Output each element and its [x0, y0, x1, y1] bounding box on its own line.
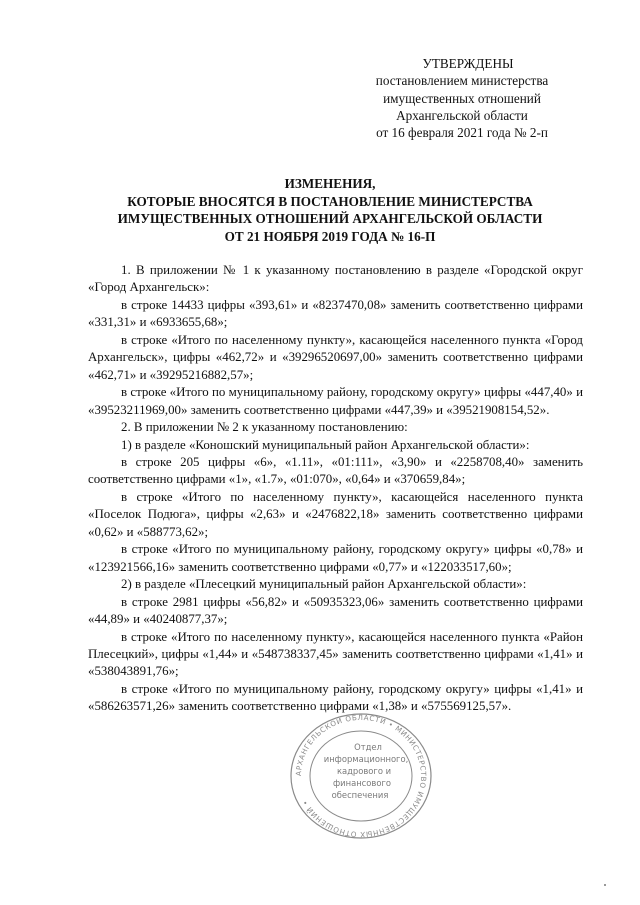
stamp-text: финансового	[333, 778, 391, 788]
paragraph: в строке «Итого по населенному пункту», касающейся населенного пункта «Поселок Подюга», цифры «2,63» и «2476822,18» заменить соответственно цифрами «0,62» и «588773,62»;	[88, 489, 583, 539]
document-title	[60, 175, 600, 245]
stamp-outer-ring	[291, 714, 431, 838]
approval-line: от 16 февраля 2021 года № 2-п	[376, 125, 548, 141]
approval-line: Архангельской области	[396, 107, 528, 123]
paragraph: в строке 14433 цифры «393,61» и «8237470,08» заменить соответственно цифрами «331,31» и «6933655,68»;	[88, 297, 583, 330]
paragraph: в строке 2981 цифры «56,82» и «50935323,06» заменить соответственно цифрами «44,89» и «40240877,37»;	[88, 594, 583, 627]
paragraph: в строке «Итого по муниципальному району, городскому округу» цифры «0,78» и «123921566,16» заменить соответственно цифрами «0,77» и «122033517,60»;	[88, 542, 583, 574]
office-stamp	[286, 712, 436, 840]
title-line: ОТ 21 НОЯБРЯ 2019 ГОДА № 16-П	[224, 228, 436, 244]
paragraph: в строке «Итого по населенному пункту», касающейся населенного пункта «Город Архангельск», цифры «462,72» и «39296520697,00» заменить соответственно цифрами «462,71» и «39295216882,57»;	[88, 332, 583, 382]
stamp-text: информационного,	[323, 754, 409, 764]
approval-heading: УТВЕРЖДЕНЫ	[422, 56, 514, 71]
speck	[604, 884, 606, 886]
stamp-text: обеспечения	[331, 790, 389, 800]
paragraph: в строке 205 цифры «6», «1.11», «01:111», «3,90» и «2258708,40» заменить соответственно цифрами «1», «1.7», «01:070», «0,64» и «370659,84»;	[88, 454, 583, 487]
stamp-text: Отдел	[354, 742, 382, 752]
title-line: ИЗМЕНЕНИЯ,	[284, 176, 376, 191]
paragraph: в строке «Итого по муниципальному району, городскому округу» цифры «1,41» и «586263571,26» заменить соответственно цифрами «1,38» и «575569125,57».	[88, 681, 583, 714]
stamp-text: кадрового и	[336, 766, 392, 776]
paragraph: 1) в разделе «Коношский муниципальный район Архангельской области»:	[121, 437, 530, 452]
title-line: КОТОРЫЕ ВНОСЯТСЯ В ПОСТАНОВЛЕНИЕ МИНИСТЕРСТВА	[127, 193, 533, 209]
approval-line: постановлением министерства	[375, 73, 549, 89]
paragraph: 1. В приложении № 1 к указанному постановлению в разделе «Городской округ «Город Архангельск»:	[88, 263, 583, 295]
document-body	[88, 262, 583, 716]
paragraph: 2) в разделе «Плесецкий муниципальный район Архангельской области»:	[121, 577, 527, 592]
stamp-ring-text: АРХАНГЕЛЬСКОЙ ОБЛАСТИ • МИНИСТЕРСТВО ИМУЩЕСТВЕННЫХ ОТНОШЕНИЙ •	[293, 712, 429, 840]
paragraph: в строке «Итого по населенному пункту», касающейся населенного пункта «Район Плесецкий», цифры «1,44» и «548738337,45» заменить соответственно цифрами «1,41» и «538043891,76»;	[88, 629, 583, 679]
title-line: ИМУЩЕСТВЕННЫХ ОТНОШЕНИЙ АРХАНГЕЛЬСКОЙ ОБЛАСТИ	[117, 211, 543, 227]
paragraph: в строке «Итого по муниципальному району, городскому округу» цифры «447,40» и «39523211969,00» заменить соответственно цифрами «447,39» и «39521908154,52».	[88, 385, 583, 417]
paragraph: 2. В приложении № 2 к указанному постановлению:	[121, 420, 408, 435]
approval-block	[362, 55, 562, 141]
approval-line: имущественных отношений	[383, 90, 541, 106]
